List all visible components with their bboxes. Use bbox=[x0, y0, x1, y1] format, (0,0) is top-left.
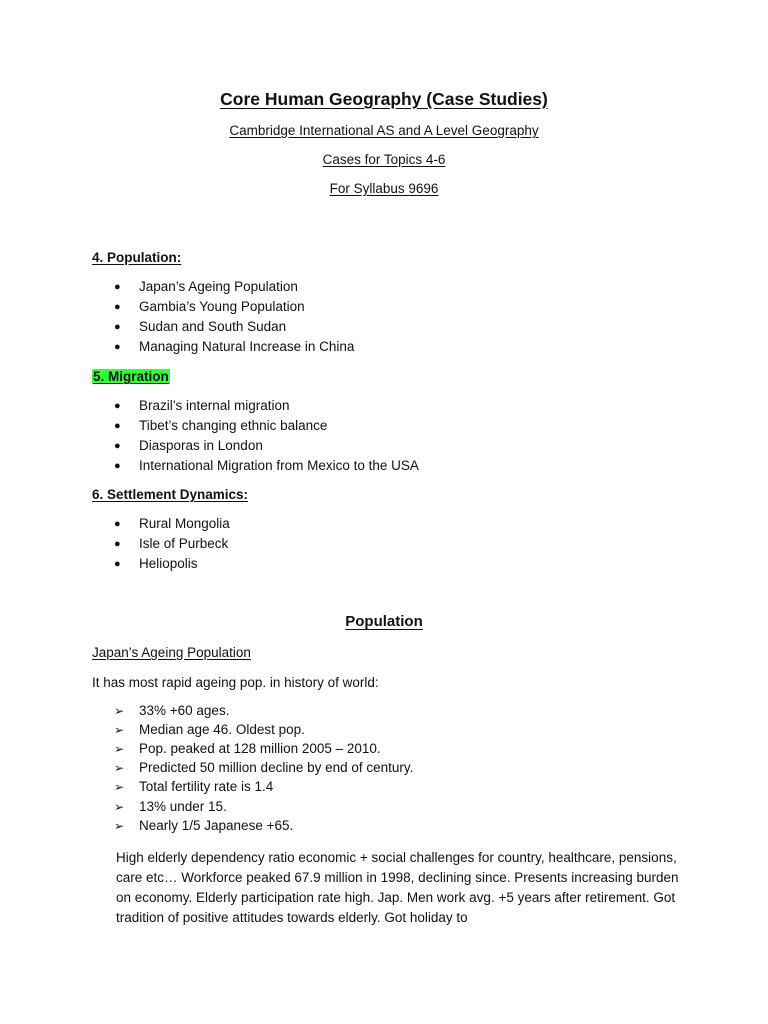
arrow-bullet-icon: ➢ bbox=[114, 704, 125, 718]
list-item: Japan’s Ageing Population bbox=[139, 279, 298, 294]
list-item: Gambia’s Young Population bbox=[139, 299, 305, 314]
bullet-icon: ● bbox=[114, 420, 121, 432]
bullet-icon: ● bbox=[114, 341, 121, 353]
section-heading-settlement: 6. Settlement Dynamics: bbox=[92, 487, 249, 502]
bullet-icon: ● bbox=[114, 321, 121, 333]
section-heading-population: 4. Population: bbox=[92, 250, 182, 265]
bullet-icon: ● bbox=[114, 558, 121, 570]
case-study-title: Japan’s Ageing Population bbox=[92, 645, 251, 660]
list-item: Sudan and South Sudan bbox=[139, 319, 287, 334]
list-item: Brazil’s internal migration bbox=[139, 398, 290, 413]
list-item: 33% +60 ages. bbox=[139, 703, 230, 718]
list-item: 13% under 15. bbox=[139, 799, 227, 814]
list-item: Managing Natural Increase in China bbox=[139, 339, 355, 354]
list-item: Tibet’s changing ethnic balance bbox=[139, 418, 328, 433]
list-item: Predicted 50 million decline by end of century. bbox=[139, 760, 414, 775]
bullet-icon: ● bbox=[114, 400, 121, 412]
body-paragraph: High elderly dependency ratio economic + social challenges for country, healthcare, pensions, care etc… Workforce peaked 67.9 million in 1998, declining since. Presents increasing burden on economy. Elderly participation rate high. Jap. Men work avg. +5 years after retirement. Got tradition of positive attitudes towards elderly. Got holiday to bbox=[116, 850, 679, 925]
list-item: Pop. peaked at 128 million 2005 – 2010. bbox=[139, 741, 381, 756]
arrow-bullet-icon: ➢ bbox=[114, 761, 125, 775]
document-title: Core Human Geography (Case Studies) bbox=[220, 89, 548, 109]
list-item: Diasporas in London bbox=[139, 438, 263, 453]
syllabus-line: For Syllabus 9696 bbox=[329, 181, 439, 196]
list-item: Rural Mongolia bbox=[139, 516, 230, 531]
bullet-icon: ● bbox=[114, 460, 121, 472]
arrow-bullet-icon: ➢ bbox=[114, 800, 125, 814]
arrow-bullet-icon: ➢ bbox=[114, 780, 125, 794]
bullet-icon: ● bbox=[114, 281, 121, 293]
document-subtitle: Cambridge International AS and A Level Geography bbox=[229, 123, 539, 138]
list-item: Median age 46. Oldest pop. bbox=[139, 722, 305, 737]
list-item: International Migration from Mexico to the USA bbox=[139, 458, 419, 473]
list-item: Isle of Purbeck bbox=[139, 536, 229, 551]
bullet-icon: ● bbox=[114, 518, 121, 530]
list-item: Nearly 1/5 Japanese +65. bbox=[139, 818, 294, 833]
arrow-bullet-icon: ➢ bbox=[114, 723, 125, 737]
highlighted-heading: 5. Migration bbox=[93, 369, 169, 384]
arrow-bullet-icon: ➢ bbox=[114, 819, 125, 833]
list-item: Total fertility rate is 1.4 bbox=[139, 779, 274, 794]
intro-text: It has most rapid ageing pop. in history of world: bbox=[92, 675, 379, 690]
section-heading-migration bbox=[92, 369, 170, 384]
topics-line: Cases for Topics 4-6 bbox=[322, 152, 446, 167]
arrow-bullet-icon: ➢ bbox=[114, 742, 125, 756]
list-item: Heliopolis bbox=[139, 556, 198, 571]
population-heading: Population bbox=[345, 613, 423, 630]
bullet-icon: ● bbox=[114, 538, 121, 550]
bullet-icon: ● bbox=[114, 440, 121, 452]
bullet-icon: ● bbox=[114, 301, 121, 313]
